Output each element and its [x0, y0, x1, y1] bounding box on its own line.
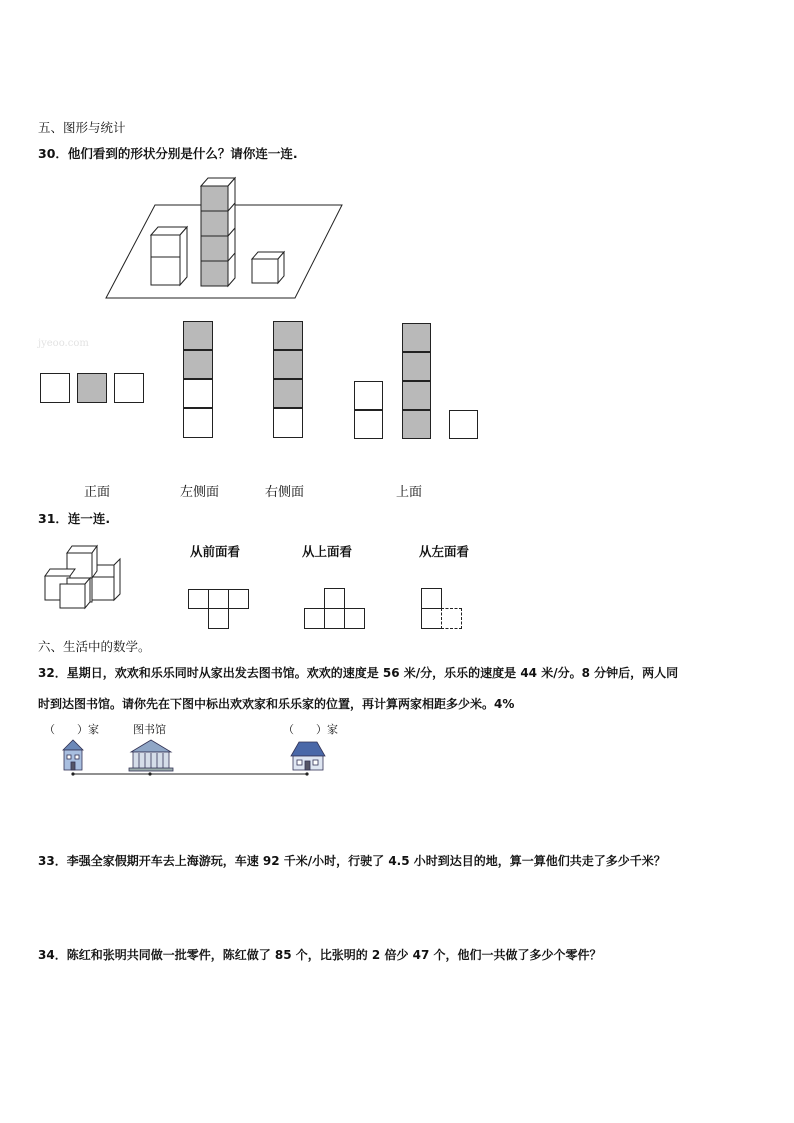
label-home-left: （ ）家 [44, 723, 99, 736]
view-option-multi [354, 410, 383, 439]
view-option-col2 [273, 408, 303, 438]
view-option-col2 [273, 321, 303, 350]
view-shape-front [188, 589, 209, 609]
view-option-col2 [273, 379, 303, 408]
watermark: jyeoo.com [38, 338, 89, 349]
view-shape-front [228, 589, 249, 609]
view-label-top: 从上面看 [302, 544, 353, 559]
view-option-multi-gray [402, 323, 431, 352]
view-shape-left [441, 608, 462, 629]
view-option-col1 [183, 350, 213, 379]
view-option-row [40, 373, 70, 403]
view-shape-top [324, 608, 345, 629]
view-shape-top [324, 588, 345, 609]
question-34-text: 34．陈红和张明共同做一批零件，陈红做了 85 个，比张明的 2 倍少 47 个，他们一共做了多少个零件？ [38, 948, 602, 962]
cube-arrangement-figure [100, 175, 350, 305]
question-32-line2: 时到达图书馆。请你先在下图中标出欢欢家和乐乐家的位置，再计算两家相距多少米。4% [38, 697, 515, 711]
view-shape-top [304, 608, 325, 629]
question-31-text: 31．连一连. [38, 511, 111, 526]
view-option-row [114, 373, 144, 403]
cube-solid-figure [40, 542, 130, 612]
view-option-multi [354, 381, 383, 410]
house-icon [63, 740, 83, 770]
view-option-multi [449, 410, 478, 439]
view-label-top: 上面 [396, 484, 423, 499]
section-heading-5: 五、图形与统计 [38, 120, 126, 135]
view-option-col1 [183, 379, 213, 408]
view-option-col1 [183, 321, 213, 350]
view-option-multi-gray [402, 381, 431, 410]
view-shape-front [208, 608, 229, 629]
view-label-left: 左侧面 [180, 484, 220, 499]
view-shape-front [208, 589, 229, 609]
view-label-right: 右侧面 [265, 484, 305, 499]
library-icon [129, 740, 173, 771]
view-label-front: 从前面看 [190, 544, 241, 559]
label-home-right: （ ）家 [283, 723, 338, 736]
view-option-multi-gray [402, 352, 431, 381]
route-diagram [55, 738, 345, 780]
view-label-left: 从左面看 [419, 544, 470, 559]
view-option-col2 [273, 350, 303, 379]
view-shape-left [421, 608, 442, 629]
view-shape-top [344, 608, 365, 629]
view-option-col1 [183, 408, 213, 438]
question-32-line1: 32．星期日，欢欢和乐乐同时从家出发去图书馆。欢欢的速度是 56 米/分，乐乐的速度是 44 米/分。8 分钟后，两人同 [38, 666, 679, 680]
house-icon [291, 742, 325, 770]
view-shape-left [421, 588, 442, 609]
view-option-row-gray [77, 373, 107, 403]
view-option-multi-gray [402, 410, 431, 439]
question-30-text: 30．他们看到的形状分别是什么？请你连一连. [38, 146, 298, 161]
label-library: 图书馆 [133, 723, 166, 736]
question-33-text: 33．李强全家假期开车去上海游玩，车速 92 千米/小时，行驶了 4.5 小时到达目的地，算一算他们共走了多少千米？ [38, 854, 666, 868]
view-label-front: 正面 [84, 484, 111, 499]
section-heading-6: 六、生活中的数学。 [38, 639, 151, 654]
